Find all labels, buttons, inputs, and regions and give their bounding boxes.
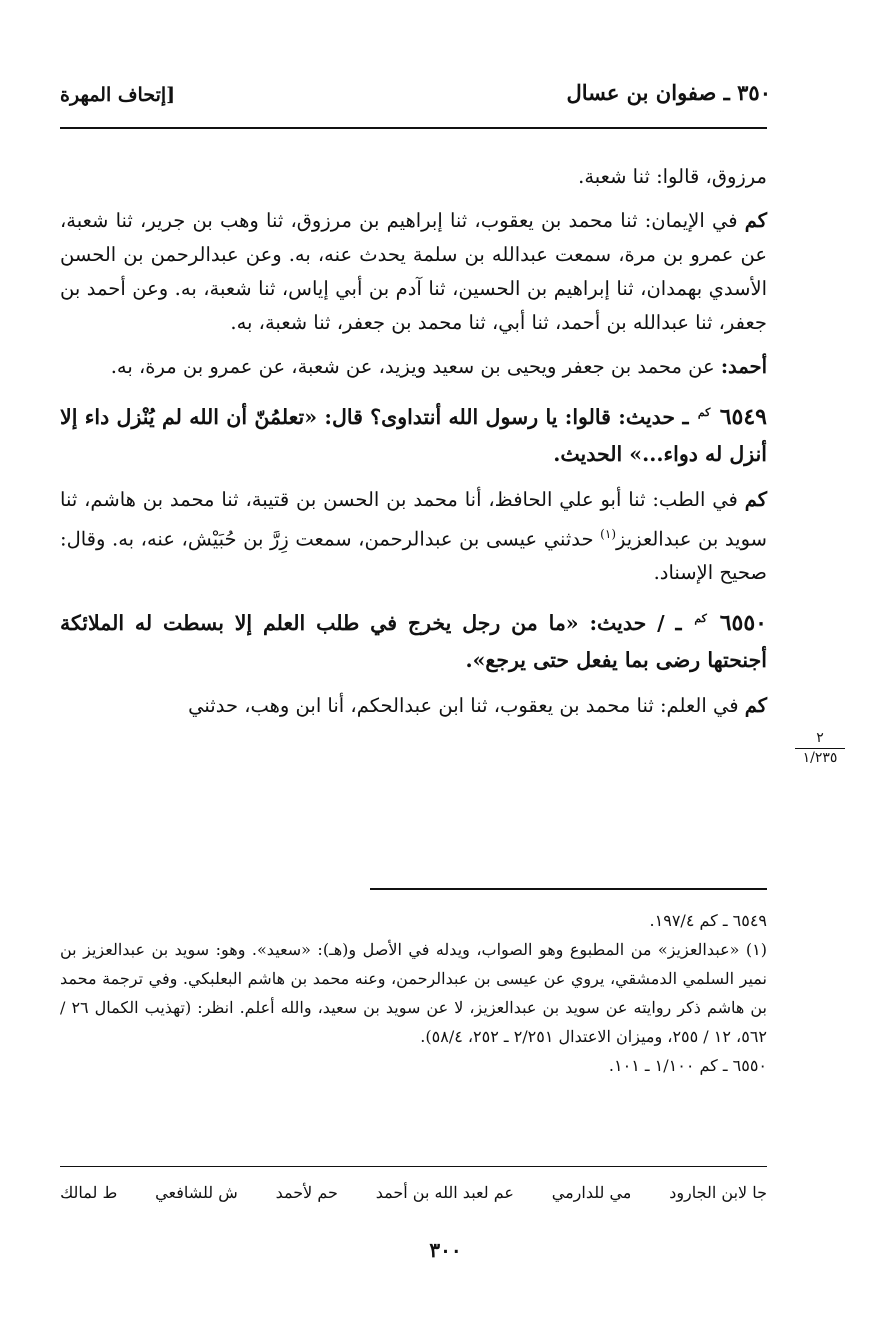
abbreviation-legend — [60, 1183, 767, 1202]
paragraph-text: حدثني عيسى بن عبدالرحمن، سمعت زِرَّ بن حُبَيْش، عنه، به. وقال: صحيح الإسناد. — [60, 527, 767, 585]
footnote-divider — [370, 888, 767, 890]
header-divider — [60, 127, 767, 129]
footnote-1: (١) «عبدالعزيز» من المطبوع وهو الصواب، ويدله في الأصل و(هـ): «سعيد». وهو: سويد بن عبدالعزيز بن نمير السلمي الدمشقي، يروي عن عيسى بن عبدالرحمن، وعنه محمد بن هاشم البعلبكي. وفي ترجمة محمد بن هاشم ذكر روايته عن سويد بن عبدالعزيز، لا عن سويد بن سعيد، والله أعلم. انظر: (تهذيب الكمال ٢٦ / ٥٦٢، ١٢ / ٢٥٥، وميزان الاعتدال ٢/٢٥١ ـ ٢٥٢، ٥٨/٤). — [60, 940, 768, 1046]
hadith-sigil: كم — [697, 406, 711, 419]
hadith-text: ـ حديث: قالوا: يا رسول الله أنتداوى؟ قال: «تعلمُنّ أن الله لم يُنْزل داء إلا أنزل له دواء...» الحديث. — [60, 404, 767, 466]
legend-item: ط لمالك — [60, 1183, 118, 1202]
footnote-6550: ٦٥٥٠ ـ كم ١/١٠٠ ـ ١٠١. — [608, 1056, 767, 1075]
paragraph-ahmad — [60, 350, 767, 384]
book-title: [إتحاف المهرة — [60, 84, 176, 106]
hadith-text: ـ / حديث: «ما من رجل يخرج في طلب العلم إلا بسطت له الملائكة أجنحتها رضى بما يفعل حتى يرجع». — [60, 611, 767, 673]
legend-item: عم لعبد الله بن أحمد — [375, 1183, 514, 1202]
paragraph-text: في الطب: ثنا أبو علي الحافظ، أنا محمد بن الحسن بن قتيبة، ثنا محمد بن هاشم، ثنا سويد بن عبدالعزيز — [60, 487, 767, 551]
paragraph-text: في العلم: ثنا محمد بن يعقوب، ثنا ابن عبدالحكم، أنا ابن وهب، حدثني — [188, 694, 739, 718]
source-sigil: كم — [744, 487, 767, 511]
footnote-6549: ٦٥٤٩ ـ كم ١٩٧/٤. — [649, 911, 767, 930]
margin-reference — [795, 730, 845, 767]
main-text — [60, 160, 767, 733]
hadith-6549 — [60, 394, 767, 473]
legend-divider — [60, 1166, 767, 1167]
paragraph-tibb — [60, 483, 767, 591]
paragraph-text: في الإيمان: ثنا محمد بن يعقوب، ثنا إبراهيم بن مرزوق، ثنا وهب بن جرير، ثنا شعبة، عن عمرو بن مرة، سمعت عبدالله بن سلمة يحدث عنه، به. وعن عبدالرحمن بن الحسن الأسدي بهمدان، ثنا إبراهيم بن الحسين، ثنا آدم بن أبي إياس، ثنا شعبة، به. وعن أحمد بن جعفر، ثنا عبدالله بن أحمد، ثنا أبي، ثنا محمد بن جعفر، ثنا شعبة، به. — [60, 209, 767, 334]
footnotes — [60, 906, 767, 1080]
source-sigil: كم — [744, 209, 768, 232]
legend-item: ش للشافعي — [155, 1183, 238, 1202]
legend-item: جا لابن الجارود — [669, 1183, 767, 1202]
hadith-number: ٦٥٤٩ — [719, 403, 767, 430]
margin-ref-bottom: ١/٢٣٥ — [802, 750, 838, 766]
chapter-title: ٣٥٠ ـ صفوان بن عسال — [566, 80, 771, 105]
paragraph-iman — [60, 204, 767, 340]
margin-ref-divider — [795, 748, 845, 749]
source-sigil: كم — [744, 694, 767, 718]
footnote-ref[interactable]: (١) — [600, 526, 616, 541]
hadith-6550 — [60, 600, 767, 679]
legend-item: حم لأحمد — [275, 1183, 338, 1202]
paragraph-ilm — [60, 689, 767, 723]
paragraph-continuation: مرزوق، قالوا: ثنا شعبة. — [578, 165, 767, 188]
hadith-sigil: كم — [694, 612, 707, 626]
hadith-number: ٦٥٥٠ — [719, 610, 767, 637]
margin-ref-top: ٢ — [816, 730, 824, 746]
paragraph-text: عن محمد بن جعفر ويحيى بن سعيد ويزيد، عن شعبة، عن عمرو بن مرة، به. — [110, 355, 715, 378]
page-number: ٣٠٠ — [429, 1238, 462, 1262]
source-lead: أحمد: — [720, 355, 767, 378]
legend-item: مي للدارمي — [551, 1183, 632, 1202]
